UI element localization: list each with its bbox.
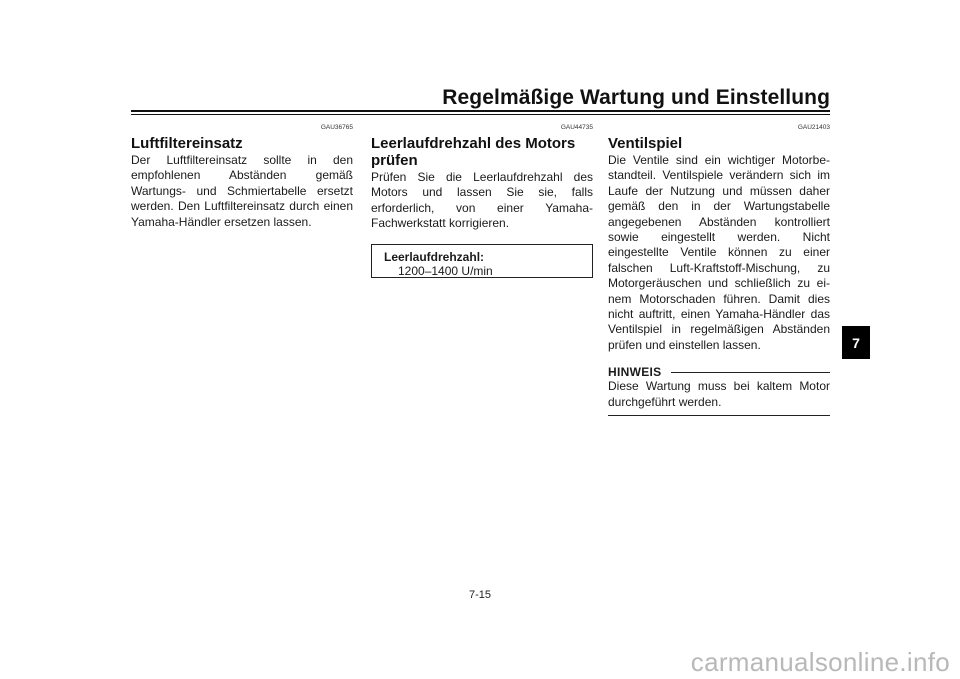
section-idle-speed: [371, 124, 593, 278]
watermark: carmanualsonline.info: [690, 647, 950, 677]
page-number: 7-15: [468, 589, 492, 601]
chapter-tab: 7: [842, 326, 870, 359]
note-body: Diese Wartung muss bei kaltem Motor durchgeführt werden.: [608, 379, 830, 409]
header-rule-thick: [131, 110, 830, 112]
note-title: HINWEIS: [608, 365, 662, 380]
spec-box: [371, 244, 593, 278]
note-header: [608, 365, 830, 379]
section-code: GAU44735: [560, 124, 593, 131]
section-title: Leerlaufdrehzahl des Motors prüfen: [371, 135, 576, 169]
section-body: Der Luftfiltereinsatz sollte in den empfohlenen Abständen gemäß Wartungs- und Schmiertabelle ersetzt werden. Den Luftfiltereinsatz durch einen Yamaha-Händler ersetzen lassen.: [131, 153, 353, 229]
section-body: Die Ventile sind ein wichtiger Motorbestandteil. Ventilspiele verändern sich im Laufe der Nutzung und müssen daher gemäß den in der Wartungstabelle angegebenen Abständen kontrolliert sowie eingestellt werden. Nicht eingestellte Ventile können zu einer falschen Luft-Kraftstoff-Mischung, zu Motorgeräuschen und schließlich zu einem Motorschaden führen. Damit dies nicht auftritt, einen Yamaha-Händler das Ventilspiel in regelmäßigen Abständen prüfen und einstellen lassen.: [608, 153, 830, 352]
spec-value: 1200–1400 U/min: [398, 263, 493, 278]
section-title: Ventilspiel: [608, 135, 683, 152]
note-rule: [671, 372, 830, 373]
header-rule-thin: [131, 114, 830, 115]
section-valve-clearance: [608, 124, 830, 416]
page-header-title: Regelmäßige Wartung und Einstellung: [442, 86, 830, 109]
note-end-rule: [608, 415, 830, 416]
section-code: GAU21403: [797, 124, 830, 131]
section-title: Luftfiltereinsatz: [131, 135, 243, 152]
section-body: Prüfen Sie die Leerlaufdrehzahl des Motors und lassen Sie sie, falls erforderlich, von einer Yamaha-Fachwerkstatt korrigieren.: [371, 170, 593, 231]
section-air-filter: [131, 124, 353, 230]
section-code: GAU36765: [320, 124, 353, 131]
spec-label: Leerlaufdrehzahl:: [384, 249, 485, 264]
